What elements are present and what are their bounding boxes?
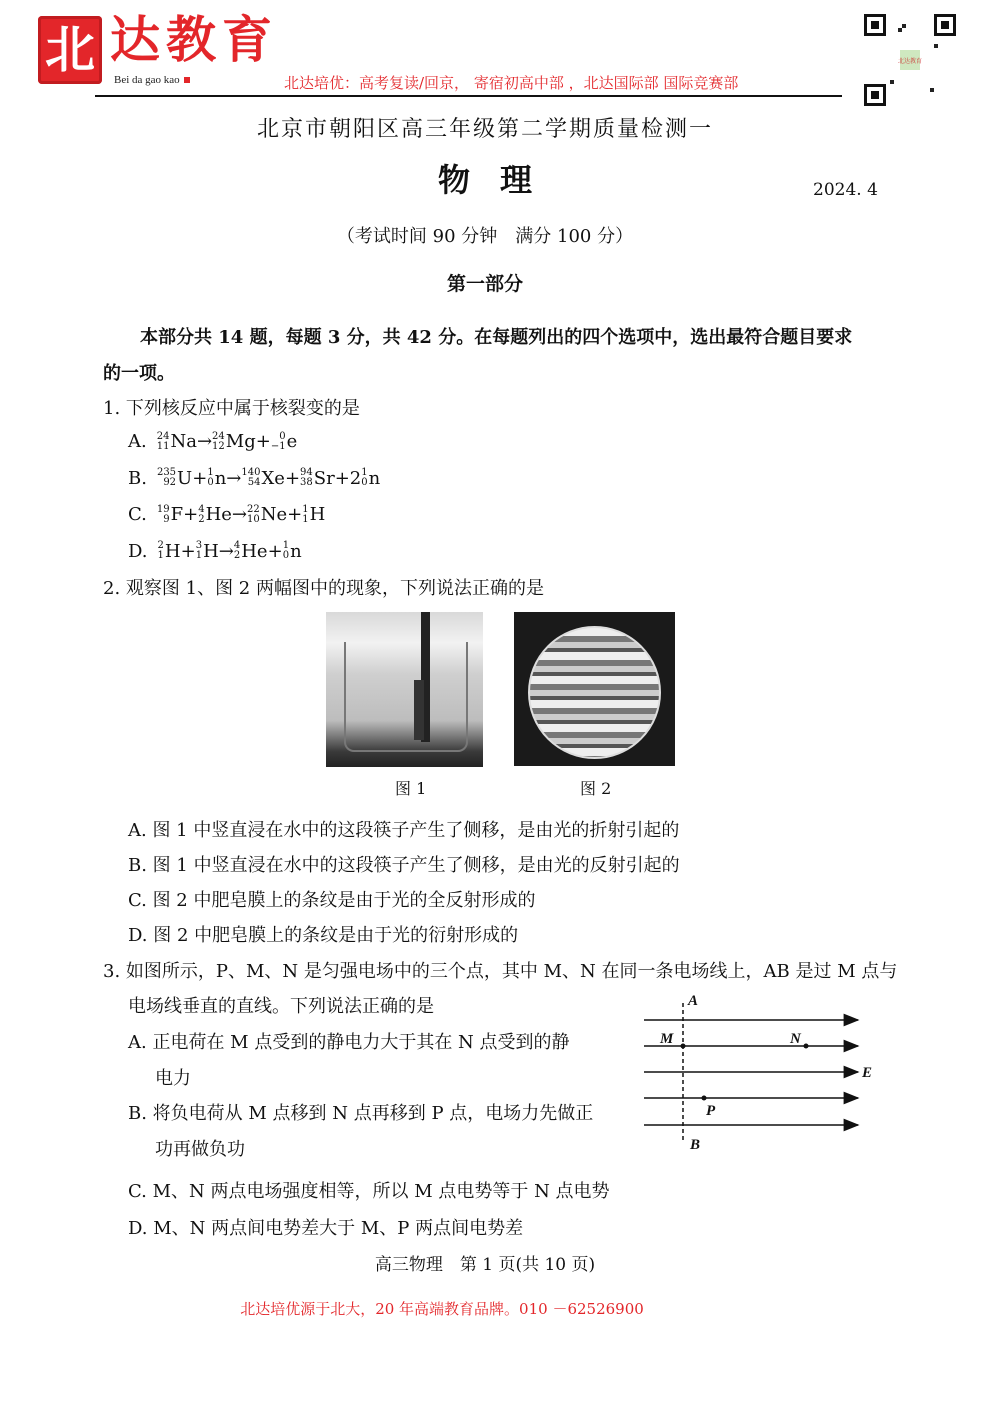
atomic-number: 54 [247, 477, 261, 488]
glass [344, 642, 468, 752]
mass-number: 3 [195, 540, 203, 551]
atomic-number: 0 [361, 477, 368, 488]
nuclide-numbers [283, 541, 289, 561]
element-symbol: H [309, 504, 326, 525]
electric-field-diagram [630, 985, 890, 1155]
operator: + [183, 504, 199, 525]
mass-number: 4 [233, 540, 241, 551]
element-symbol: F [170, 504, 184, 525]
mass-number: 1 [207, 467, 214, 478]
q3-option-b-cont: 功再做负功 [155, 1139, 245, 1160]
element-symbol: He [241, 540, 268, 562]
operator: → [226, 467, 242, 489]
element-symbol: Ne [260, 504, 288, 525]
instructions-line-1: 本部分共 14 题，每题 3 分，共 42 分。在每题列出的四个选项中，选出最符合题目要求 [140, 327, 853, 348]
operator: → [218, 540, 234, 562]
operator: +2 [334, 467, 362, 489]
atomic-number: 12 [212, 440, 225, 452]
mass-number: 140 [241, 467, 261, 478]
option-label: A. [128, 431, 147, 452]
q3-option-d: D. M、N 两点间电势差大于 M、P 两点间电势差 [128, 1218, 524, 1239]
mass-number: 1 [361, 467, 368, 478]
q1-option-b [128, 468, 380, 489]
qr-code-icon [862, 12, 958, 108]
q2-option-b: B. 图 1 中竖直浸在水中的这段筷子产生了侧移，是由光的反射引起的 [128, 855, 680, 876]
q3-stem-line-1: 3. 如图所示，P、M、N 是匀强电场中的三个点，其中 M、N 在同一条电场线上，AB 是过 M 点与 [103, 961, 898, 982]
q3-option-a: A. 正电荷在 M 点受到的静电力大于其在 N 点受到的静 [128, 1032, 570, 1053]
mass-number: 19 [156, 503, 170, 515]
atomic-number: 9 [163, 513, 170, 525]
atomic-number: 0 [207, 477, 214, 488]
q3-option-a-cont: 电力 [155, 1068, 191, 1089]
logo-subtitle-text: Bei da gao kao [114, 74, 180, 86]
atomic-number: 10 [247, 513, 260, 525]
nuclide-numbers [157, 468, 176, 488]
mass-number: 24 [156, 430, 170, 442]
q1-stem: 1. 下列核反应中属于核裂变的是 [103, 398, 360, 419]
element-symbol: H [203, 540, 219, 562]
q2-stem: 2. 观察图 1、图 2 两幅图中的现象，下列说法正确的是 [103, 578, 544, 599]
q2-option-c: C. 图 2 中肥皂膜上的条纹是由于光的全反射形成的 [128, 890, 536, 911]
header-divider [95, 95, 842, 97]
option-label: C. [128, 504, 147, 525]
q1-option-a [128, 431, 297, 452]
element-symbol: e [286, 431, 298, 452]
mass-number: 1 [302, 503, 309, 515]
exam-title: 北京市朝阳区高三年级第二学期质量检测一 [256, 117, 713, 142]
atomic-number: 1 [302, 513, 309, 525]
element-symbol: U [177, 467, 193, 489]
atomic-number: 1 [195, 550, 203, 561]
atomic-number: 0 [282, 550, 290, 561]
operator: → [231, 504, 248, 525]
atomic-number: 1 [157, 550, 164, 561]
label-b: B [690, 1137, 701, 1153]
nuclide-numbers [207, 468, 213, 488]
advert-footer: 北达培优源于北大，20 年高端教育品牌。010 －62526900 [240, 1300, 644, 1318]
element-symbol: He [205, 504, 232, 525]
element-symbol: Xe [261, 467, 285, 489]
operator: + [180, 540, 196, 562]
mass-number: 235 [156, 467, 177, 478]
exam-date: 2024. 4 [813, 180, 878, 200]
exam-info: （考试时间 90 分钟 满分 100 分） [336, 226, 634, 247]
q3-stem-line-2: 电场线垂直的直线。下列说法正确的是 [128, 996, 434, 1017]
nuclide-numbers [302, 505, 308, 525]
figure-2-caption: 图 2 [580, 779, 612, 798]
atomic-number: −1 [270, 440, 286, 452]
mass-number: 94 [300, 467, 313, 478]
nuclide-numbers [241, 468, 260, 488]
logo-square-icon [184, 77, 190, 83]
element-symbol: n [368, 467, 381, 489]
nuclide-numbers [234, 541, 240, 561]
part-heading: 第一部分 [446, 273, 523, 295]
qr-center-label: 北达教育 [897, 58, 923, 65]
label-n: N [790, 1031, 801, 1047]
mass-number: 1 [282, 540, 290, 551]
mass-number: 22 [247, 503, 260, 515]
subject-title: 物理 [437, 161, 563, 199]
operator: + [255, 431, 271, 452]
logo-text: 达教育 [110, 10, 278, 69]
point-n [804, 1044, 809, 1049]
mass-number: 0 [279, 430, 286, 442]
nuclide-numbers [158, 541, 164, 561]
q2-option-a: A. 图 1 中竖直浸在水中的这段筷子产生了侧移，是由光的折射引起的 [128, 820, 680, 841]
atomic-number: 2 [198, 513, 205, 525]
atomic-number: 92 [163, 477, 177, 488]
figure-2-soap-film [514, 612, 675, 766]
logo-subtitle [114, 74, 190, 87]
nuclide-numbers [271, 432, 286, 452]
operator: → [196, 431, 213, 452]
element-symbol: H [164, 540, 181, 562]
atomic-number: 38 [300, 477, 313, 488]
nuclide-numbers [300, 468, 313, 488]
mass-number: 2 [157, 540, 164, 551]
element-symbol: n [290, 540, 302, 562]
soap-film-fringes [528, 626, 661, 759]
element-symbol: Na [170, 431, 197, 452]
point-p [702, 1096, 707, 1101]
instructions-line-2: 的一项。 [103, 363, 175, 384]
element-symbol: n [214, 467, 227, 489]
label-m: M [660, 1031, 674, 1047]
q1-option-c [128, 504, 325, 525]
operator: + [267, 540, 283, 562]
label-a: A [688, 993, 699, 1009]
operator: + [287, 504, 303, 525]
element-symbol: Mg [225, 431, 256, 452]
nuclide-numbers [198, 505, 204, 525]
nuclide-numbers [212, 432, 225, 452]
atomic-number: 11 [156, 440, 170, 452]
label-e: E [862, 1065, 873, 1081]
figure-1-chopstick-in-water [326, 612, 483, 767]
nuclide-numbers [196, 541, 202, 561]
nuclide-numbers [247, 505, 260, 525]
operator: + [192, 467, 208, 489]
header-tagline: 北达培优：高考复读/回京， 寄宿初高中部 ，北达国际部 国际竞赛部 [284, 74, 739, 92]
point-m [681, 1044, 686, 1049]
label-p: P [706, 1103, 716, 1119]
mass-number: 4 [198, 503, 205, 515]
nuclide-numbers [157, 505, 170, 525]
element-symbol: Sr [313, 467, 335, 489]
logo-mark: 北 [38, 16, 102, 84]
q3-option-b: B. 将负电荷从 M 点移到 N 点再移到 P 点，电场力先做正 [128, 1103, 594, 1124]
page-footer: 高三物理 第 1 页(共 10 页) [374, 1255, 596, 1275]
q1-option-d [128, 541, 302, 562]
option-label: D. [128, 540, 148, 562]
nuclide-numbers [157, 432, 170, 452]
nuclide-numbers [361, 468, 367, 488]
option-label: B. [128, 467, 147, 489]
mass-number: 24 [212, 430, 225, 442]
figure-1-caption: 图 1 [395, 779, 427, 798]
q2-option-d: D. 图 2 中肥皂膜上的条纹是由于光的衍射形成的 [128, 925, 519, 946]
atomic-number: 2 [233, 550, 241, 561]
q3-option-c: C. M、N 两点电场强度相等，所以 M 点电势等于 N 点电势 [128, 1181, 610, 1202]
operator: + [284, 467, 301, 489]
